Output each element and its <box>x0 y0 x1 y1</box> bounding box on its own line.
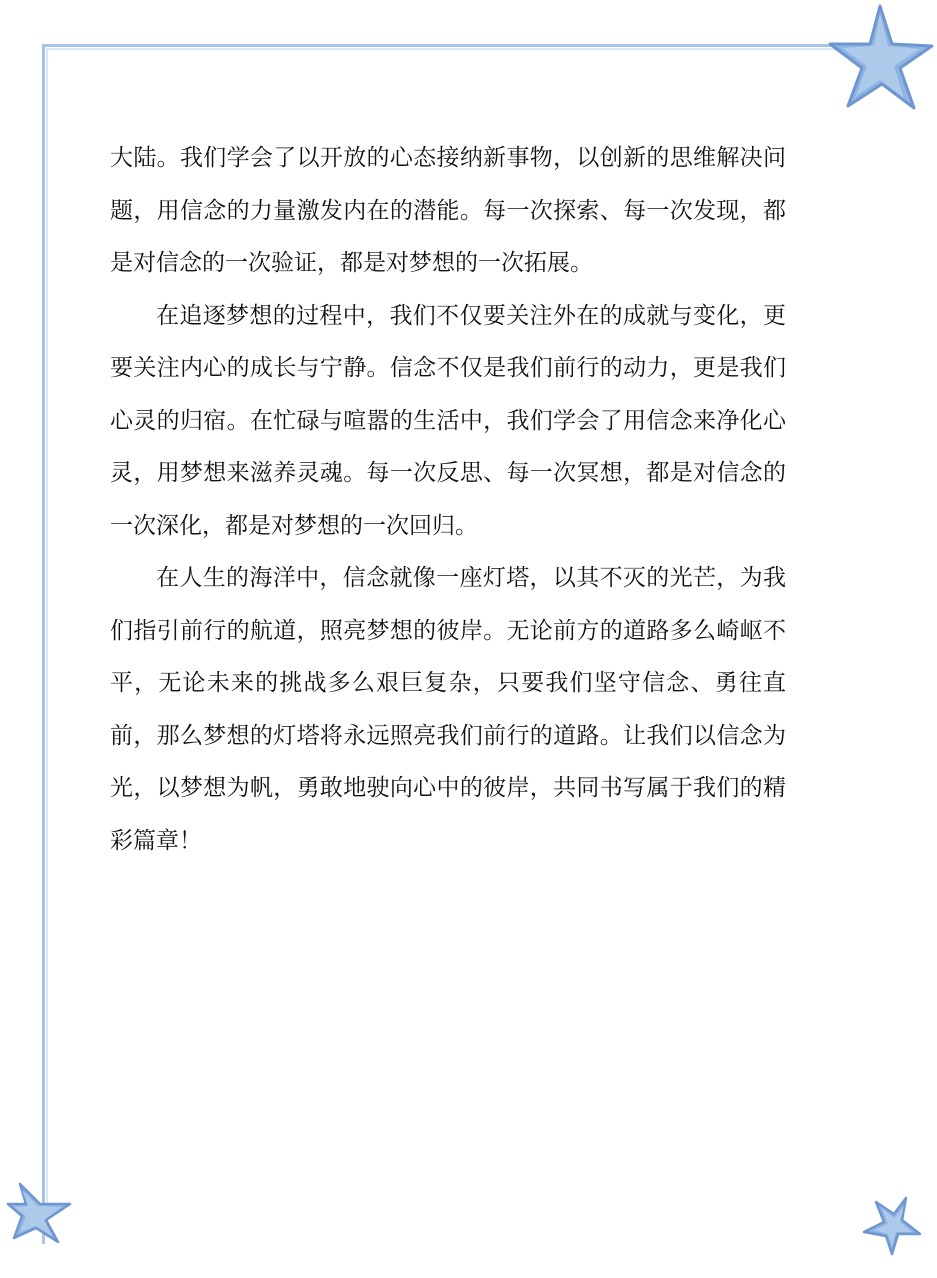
paragraph: 大陆。我们学会了以开放的心态接纳新事物，以创新的思维解决问题，用信念的力量激发内在的潜能。每一次探索、每一次发现，都是对信念的一次验证，都是对梦想的一次拓展。 <box>110 145 786 276</box>
frame-shadow-left <box>46 48 48 1238</box>
frame-shadow-top <box>46 48 904 50</box>
star-icon <box>822 0 937 118</box>
paragraph: 在人生的海洋中，信念就像一座灯塔，以其不灭的光芒，为我们指引前行的航道，照亮梦想的彼岸。无论前方的道路多么崎岖不平，无论未来的挑战多么艰巨复杂，只要我们坚守信念、勇往直前，那么梦想的灯塔将永远照亮我们前行的道路。让我们以信念为光，以梦想为帆，勇敢地驶向心中的彼岸，共同书写属于我们的精彩篇章！ <box>110 565 786 854</box>
document-body <box>110 132 786 867</box>
paragraph: 在追逐梦想的过程中，我们不仅要关注外在的成就与变化，更要关注内心的成长与宁静。信念不仅是我们前行的动力，更是我们心灵的归宿。在忙碌与喧嚣的生活中，我们学会了用信念来净化心灵，用梦想来滋养灵魂。每一次反思、每一次冥想，都是对信念的一次深化，都是对梦想的一次回归。 <box>110 302 786 539</box>
star-icon <box>862 1192 922 1256</box>
star-icon <box>6 1176 76 1246</box>
